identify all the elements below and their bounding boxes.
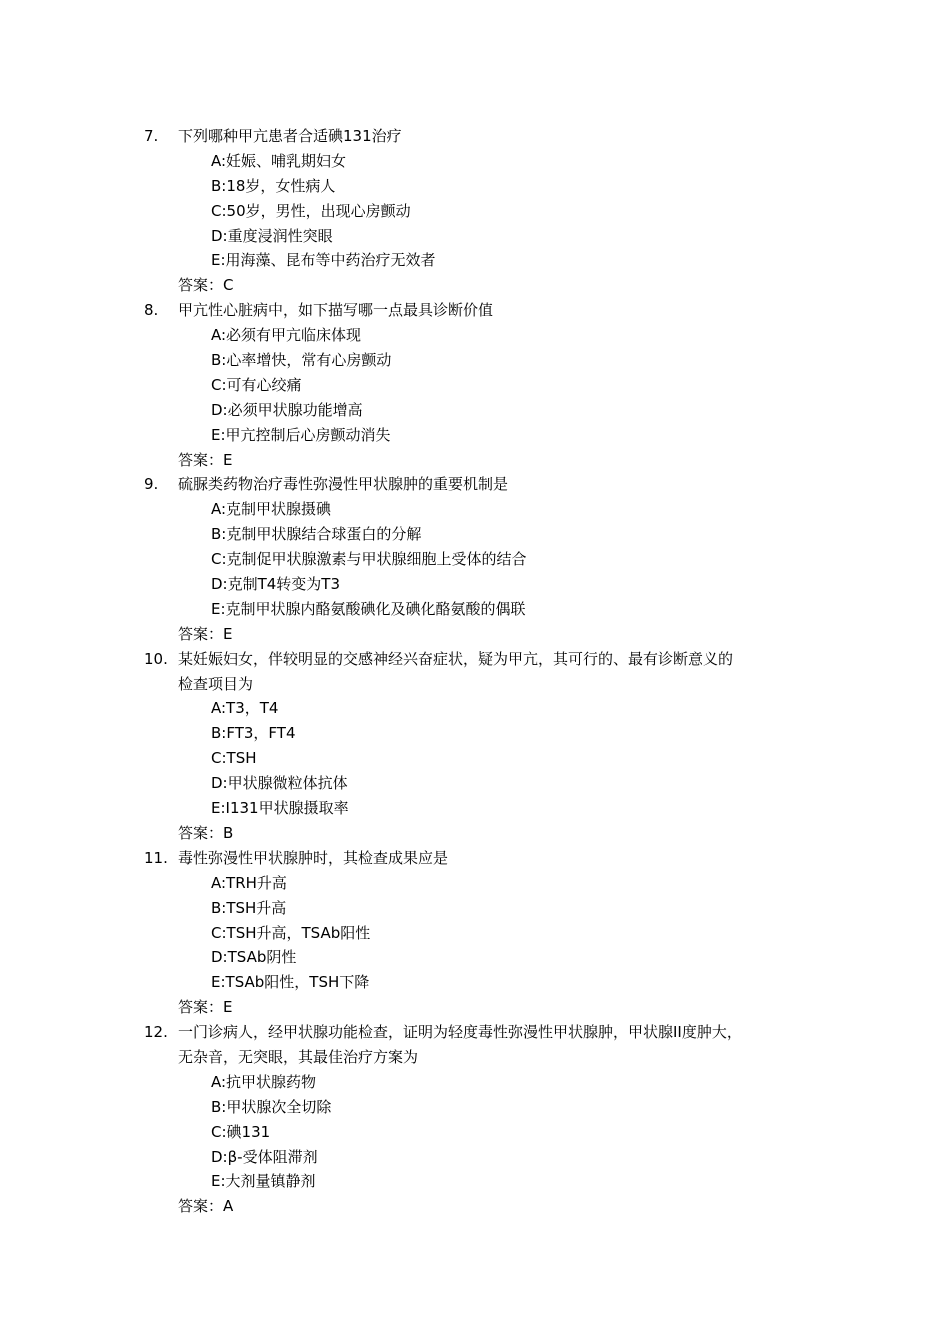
option-c: C:可有心绞痛: [211, 375, 302, 394]
option-c: C:克制促甲状腺激素与甲状腺细胞上受体的结合: [211, 550, 527, 569]
option-e: E:I131甲状腺摄取率: [211, 799, 349, 818]
option-e: E:用海藻、昆布等中药治疗无效者: [211, 251, 436, 270]
answer: 答案：A: [178, 1197, 234, 1216]
option-e: E:TSAb阳性，TSH下降: [211, 973, 370, 992]
question-stem: 甲亢性心脏病中，如下描写哪一点最具诊断价值: [178, 301, 494, 320]
option-a: A:必须有甲亢临床体现: [211, 326, 362, 345]
option-c: C:TSH: [211, 749, 257, 768]
option-d: D:克制T4转变为T3: [211, 575, 341, 594]
question-number: 7.: [144, 127, 159, 145]
question-stem-continued: 检查项目为: [178, 674, 254, 693]
option-d: D:重度浸润性突眼: [211, 226, 333, 245]
option-a: A:抗甲状腺药物: [211, 1072, 317, 1091]
question-number: 9.: [144, 475, 159, 494]
option-a: A:克制甲状腺摄碘: [211, 500, 332, 519]
option-e: E:甲亢控制后心房颤动消失: [211, 425, 391, 444]
option-d: D:必须甲状腺功能增高: [211, 400, 363, 419]
question-stem: 毒性弥漫性甲状腺肿时，其检查成果应是: [178, 848, 449, 867]
option-d: D:TSAb阴性: [211, 948, 297, 967]
question-stem: 某妊娠妇女，伴较明显的交感神经兴奋症状，疑为甲亢，其可行的、最有诊断意义的: [178, 649, 734, 668]
option-a: A:T3，T4: [211, 699, 279, 718]
question-number: 10.: [144, 649, 168, 668]
option-b: B:18岁，女性病人: [211, 176, 336, 195]
question-number: 11.: [144, 848, 168, 867]
answer: 答案：C: [178, 276, 234, 295]
option-c: C:50岁，男性，出现心房颤动: [211, 201, 411, 220]
question-8: [0, 298, 950, 472]
option-b: B:心率增快，常有心房颤动: [211, 351, 392, 370]
question-7: [0, 124, 950, 298]
question-stem: 一门诊病人，经甲状腺功能检查，证明为轻度毒性弥漫性甲状腺肿，甲状腺II度肿大，: [178, 1023, 742, 1042]
question-stem: 硫脲类药物治疗毒性弥漫性甲状腺肿的重要机制是: [178, 475, 509, 494]
answer: 答案：E: [178, 450, 233, 469]
option-e: E:大剂量镇静剂: [211, 1172, 316, 1191]
option-b: B:克制甲状腺结合球蛋白的分解: [211, 525, 422, 544]
option-b: B:TSH升高: [211, 898, 287, 917]
question-11: [0, 846, 950, 1020]
option-c: C:碘131: [211, 1122, 271, 1141]
option-e: E:克制甲状腺内酪氨酸碘化及碘化酪氨酸的偶联: [211, 599, 526, 618]
document-page: [0, 124, 950, 1219]
option-b: B:FT3，FT4: [211, 724, 296, 743]
option-b: B:甲状腺次全切除: [211, 1097, 332, 1116]
answer: 答案：B: [178, 823, 234, 842]
option-d: D:β-受体阻滞剂: [211, 1147, 318, 1166]
question-12: [0, 1020, 950, 1219]
question-number: 12.: [144, 1023, 168, 1042]
answer: 答案：E: [178, 998, 233, 1017]
option-a: A:妊娠、哺乳期妇女: [211, 151, 347, 170]
question-number: 8.: [144, 301, 159, 320]
answer: 答案：E: [178, 624, 233, 643]
option-d: D:甲状腺微粒体抗体: [211, 774, 348, 793]
question-stem-continued: 无杂音，无突眼，其最佳治疗方案为: [178, 1047, 419, 1066]
option-c: C:TSH升高，TSAb阳性: [211, 923, 371, 942]
question-10: [0, 647, 950, 846]
question-stem: 下列哪种甲亢患者合适碘131治疗: [178, 127, 402, 145]
option-a: A:TRH升高: [211, 873, 287, 892]
question-9: [0, 472, 950, 646]
